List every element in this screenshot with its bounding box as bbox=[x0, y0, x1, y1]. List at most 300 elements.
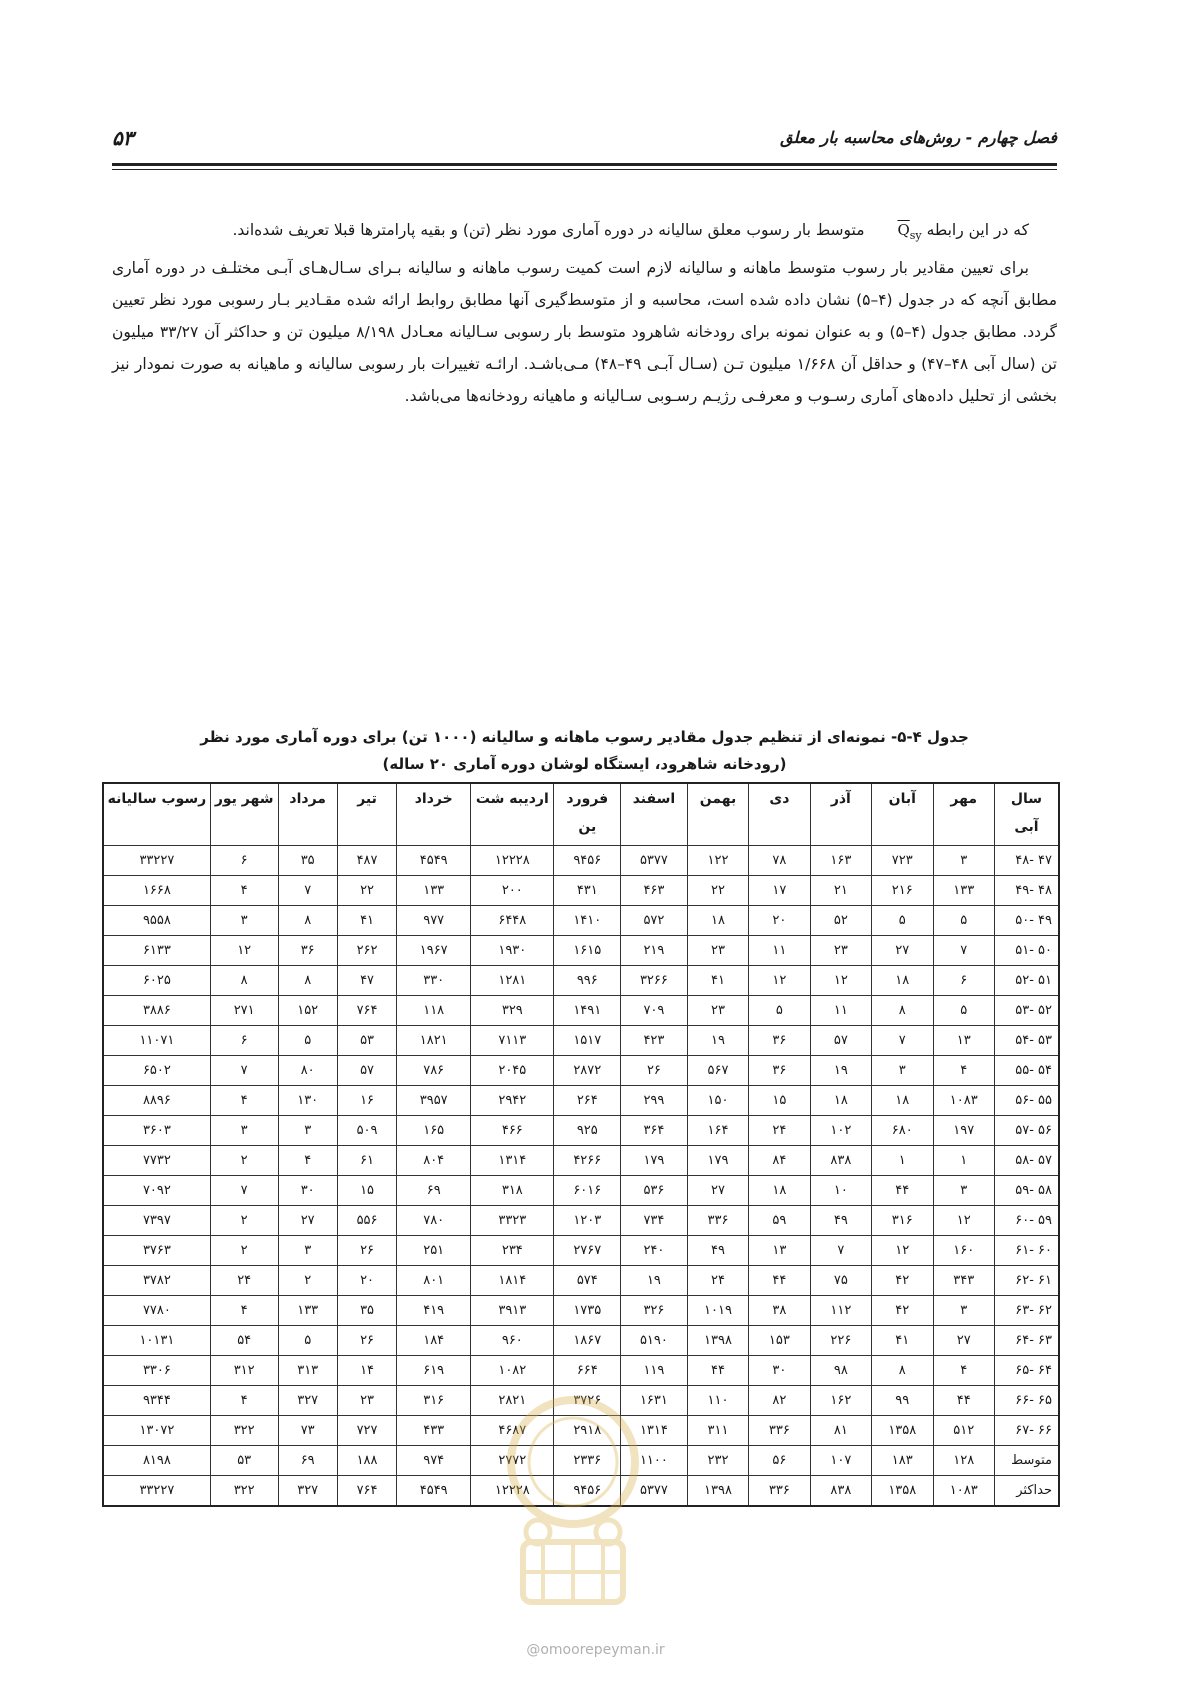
table-cell: ۳۱۱ bbox=[687, 1416, 748, 1446]
table-cell: ۵۹ bbox=[749, 1206, 810, 1236]
caption-line-1: جدول ۴-۵- نمونه‌ای از تنظیم جدول مقادیر رسوب ماهانه و سالیانه (۱۰۰۰ تن) برای دوره آماری مورد نظر bbox=[200, 728, 969, 746]
table-cell: ۲۴۰ bbox=[621, 1236, 688, 1266]
column-header: فرورد ین bbox=[554, 783, 621, 846]
annual-total-cell: ۶۰۲۵ bbox=[103, 966, 210, 996]
table-cell: ۳۳۶ bbox=[749, 1476, 810, 1507]
column-header: آبان bbox=[872, 783, 933, 846]
table-row bbox=[103, 936, 1059, 966]
annual-total-cell: ۳۷۸۲ bbox=[103, 1266, 210, 1296]
annual-total-cell: ۸۱۹۸ bbox=[103, 1446, 210, 1476]
table-cell: ۵۷ bbox=[810, 1026, 871, 1056]
table-cell: ۵۷۲ bbox=[621, 906, 688, 936]
table-header-row bbox=[103, 783, 1059, 846]
table-cell: ۹۶۰ bbox=[471, 1326, 554, 1356]
table-cell: ۹۹۶ bbox=[554, 966, 621, 996]
table-cell: ۳۲۹ bbox=[471, 996, 554, 1026]
table-cell: ۱ bbox=[933, 1146, 994, 1176]
table-cell: ۵ bbox=[749, 996, 810, 1026]
annual-total-cell: ۶۵۰۲ bbox=[103, 1056, 210, 1086]
table-cell: ۱۱۸ bbox=[397, 996, 471, 1026]
table-cell: ۱۶۳۱ bbox=[621, 1386, 688, 1416]
table-cell: ۷ bbox=[210, 1176, 278, 1206]
table-row bbox=[103, 1176, 1059, 1206]
annual-total-cell: ۹۳۴۴ bbox=[103, 1386, 210, 1416]
table-cell: ۳۲۷ bbox=[278, 1476, 337, 1507]
table-cell: ۵۳۶ bbox=[621, 1176, 688, 1206]
table-cell: ۲ bbox=[210, 1206, 278, 1236]
table-cell: ۳۰ bbox=[749, 1356, 810, 1386]
table-cell: ۲ bbox=[210, 1146, 278, 1176]
table-cell: ۴۲ bbox=[872, 1296, 933, 1326]
table-cell: ۶۸۰ bbox=[872, 1116, 933, 1146]
table-cell: ۶۶۴ bbox=[554, 1356, 621, 1386]
table-row bbox=[103, 1296, 1059, 1326]
table-cell: ۲۳ bbox=[337, 1386, 396, 1416]
table-row bbox=[103, 1386, 1059, 1416]
table-cell: ۲۶ bbox=[621, 1056, 688, 1086]
qsy-symbol bbox=[869, 214, 921, 252]
table-cell: ۷۲۷ bbox=[337, 1416, 396, 1446]
table-cell: ۱۶۵ bbox=[397, 1116, 471, 1146]
table-cell: ۱۲۲ bbox=[687, 846, 748, 876]
table-cell: ۲۳۲ bbox=[687, 1446, 748, 1476]
column-header: اسفند bbox=[621, 783, 688, 846]
table-cell: ۵۳۷۷ bbox=[621, 846, 688, 876]
table-cell: ۴۶۳ bbox=[621, 876, 688, 906]
table-cell: ۱۷۳۵ bbox=[554, 1296, 621, 1326]
table-cell: ۳۴۳ bbox=[933, 1266, 994, 1296]
annual-total-cell: ۹۵۵۸ bbox=[103, 906, 210, 936]
table-cell: ۱۸ bbox=[810, 1086, 871, 1116]
table-cell: ۲۰۰ bbox=[471, 876, 554, 906]
table-cell: ۱۸۸ bbox=[337, 1446, 396, 1476]
table-cell: ۹۷۴ bbox=[397, 1446, 471, 1476]
table-cell: ۴۱۹ bbox=[397, 1296, 471, 1326]
annual-total-cell: ۳۷۶۳ bbox=[103, 1236, 210, 1266]
table-cell: ۳۵ bbox=[337, 1296, 396, 1326]
table-cell: ۸ bbox=[210, 966, 278, 996]
table-cell: ۵۱۲ bbox=[933, 1416, 994, 1446]
chapter-title: فصل چهارم - روش‌های محاسبه بار معلق bbox=[780, 128, 1057, 147]
table-cell: ۵۵۶ bbox=[337, 1206, 396, 1236]
table-cell: ۹۲۵ bbox=[554, 1116, 621, 1146]
table-cell: ۲۱۶ bbox=[872, 876, 933, 906]
table-cell: ۵ bbox=[933, 996, 994, 1026]
table-cell: ۱۸ bbox=[872, 1086, 933, 1116]
table-cell: ۱۶۱۵ bbox=[554, 936, 621, 966]
table-cell: ۷۰۹ bbox=[621, 996, 688, 1026]
page-header bbox=[112, 128, 1057, 168]
sediment-table bbox=[102, 782, 1060, 1507]
table-cell: ۲۳۴ bbox=[471, 1236, 554, 1266]
table-cell: ۲۶ bbox=[337, 1236, 396, 1266]
table-cell: ۲۰۴۵ bbox=[471, 1056, 554, 1086]
table-cell: ۴۴ bbox=[749, 1266, 810, 1296]
table-cell: ۴۲ bbox=[872, 1266, 933, 1296]
table-cell: ۱۱۰ bbox=[687, 1386, 748, 1416]
table-cell: ۱۹ bbox=[621, 1266, 688, 1296]
table-cell: ۶ bbox=[210, 846, 278, 876]
table-cell: ۴ bbox=[210, 1086, 278, 1116]
table-cell: ۴۸۷ bbox=[337, 846, 396, 876]
table-cell: ۱۸ bbox=[687, 906, 748, 936]
table-cell: ۲۷۶۷ bbox=[554, 1236, 621, 1266]
table-cell: ۴۲۶۶ bbox=[554, 1146, 621, 1176]
p1-before: که در این رابطه bbox=[926, 221, 1029, 239]
table-cell: ۹۸ bbox=[810, 1356, 871, 1386]
column-header: سال آبی bbox=[994, 783, 1059, 846]
table-cell: ۱۲۰۳ bbox=[554, 1206, 621, 1236]
table-cell: ۳۲۶ bbox=[621, 1296, 688, 1326]
table-cell: ۱۱۹ bbox=[621, 1356, 688, 1386]
column-header: اردیبه شت bbox=[471, 783, 554, 846]
table-cell: ۱۸ bbox=[749, 1176, 810, 1206]
table-cell: ۳۶۴ bbox=[621, 1116, 688, 1146]
table-cell: ۸ bbox=[278, 966, 337, 996]
row-label-cell: متوسط bbox=[994, 1446, 1059, 1476]
table-cell: ۱۵ bbox=[337, 1176, 396, 1206]
row-label-cell: ۶۴ -۶۵ bbox=[994, 1356, 1059, 1386]
table-cell: ۱۴۱۰ bbox=[554, 906, 621, 936]
table-cell: ۱۱۲ bbox=[810, 1296, 871, 1326]
table-cell: ۶ bbox=[210, 1026, 278, 1056]
caption-line-2: (رودخانه شاهرود، ایستگاه لوشان دوره آماری ۲۰ ساله) bbox=[382, 755, 787, 773]
table-cell: ۶۱۹ bbox=[397, 1356, 471, 1386]
table-cell: ۱۰۸۲ bbox=[471, 1356, 554, 1386]
column-header: خرداد bbox=[397, 783, 471, 846]
table-row bbox=[103, 1146, 1059, 1176]
annual-total-cell: ۷۰۹۲ bbox=[103, 1176, 210, 1206]
table-row bbox=[103, 1416, 1059, 1446]
table-cell: ۵۳۷۷ bbox=[621, 1476, 688, 1507]
table-cell: ۴۷ bbox=[337, 966, 396, 996]
annual-total-cell: ۱۰۱۳۱ bbox=[103, 1326, 210, 1356]
table-row bbox=[103, 1266, 1059, 1296]
table-row bbox=[103, 1056, 1059, 1086]
table-cell: ۹۴۵۶ bbox=[554, 846, 621, 876]
table-cell: ۱۶۲ bbox=[810, 1386, 871, 1416]
table-cell: ۸۳۸ bbox=[810, 1476, 871, 1507]
table-cell: ۲ bbox=[278, 1266, 337, 1296]
qsy-letter: $\overline{Q}$ bbox=[897, 221, 910, 239]
table-cell: ۴۴ bbox=[687, 1356, 748, 1386]
table-row bbox=[103, 966, 1059, 996]
table-cell: ۶۹ bbox=[397, 1176, 471, 1206]
table-cell: ۴۳۱ bbox=[554, 876, 621, 906]
table-cell: ۱ bbox=[872, 1146, 933, 1176]
table-cell: ۲۶۴ bbox=[554, 1086, 621, 1116]
table-cell: ۳۱۶ bbox=[872, 1206, 933, 1236]
table-cell: ۱۳۹۸ bbox=[687, 1326, 748, 1356]
table-cell: ۳۲۲ bbox=[210, 1416, 278, 1446]
table-cell: ۵۶ bbox=[749, 1446, 810, 1476]
table-cell: ۱۸۳ bbox=[872, 1446, 933, 1476]
table-cell: ۴۹ bbox=[810, 1206, 871, 1236]
table-cell: ۵۷۴ bbox=[554, 1266, 621, 1296]
table-cell: ۱۳۰ bbox=[278, 1086, 337, 1116]
paragraph-2: برای تعیین مقادیر بار رسوب متوسط ماهانه و سالیانه لازم است کمیت رسوب ماهانه و سالیانه بـرای سـال‌هـای آبـی مختلـف در دوره آماری مطابق آنچه که در جدول (۴–۵) نشان داده شده است، محاسبه و از متوسط‌گیری آنها مطابق روابط ارائه شده مقـادیر بـار رسوبی مورد نظر تعیین گردد. مطابق جدول (۴–۵) و به عنوان نمونه برای رودخانه شاهرود متوسط بار رسوبی سـالیانه معـادل ۸/۱۹۸ میلیون تن و حداکثر آن ۳۳/۲۷ میلیون تن (سال آبی ۴۸–۴۷) و حداقل آن ۱/۶۶۸ میلیون تـن (سـال آبـی ۴۹–۴۸) مـی‌باشـد. ارائـه تغییرات بار رسوبی سالیانه و ماهیانه به صورت نمودار نیز بخشی از تحلیل داده‌های آماری رسـوب و معرفـی رژیـم رسـوبی سـالیانه و ماهیانه رودخانه‌ها می‌باشد. bbox=[112, 259, 1058, 405]
table-cell: ۱۴۹۱ bbox=[554, 996, 621, 1026]
table-cell: ۲۷ bbox=[687, 1176, 748, 1206]
table-cell: ۲۳ bbox=[687, 996, 748, 1026]
table-cell: ۲۹۹ bbox=[621, 1086, 688, 1116]
table-cell: ۱۶۳ bbox=[810, 846, 871, 876]
table-cell: ۶۱ bbox=[337, 1146, 396, 1176]
table-cell: ۱۷۹ bbox=[621, 1146, 688, 1176]
table-cell: ۱۳۹۸ bbox=[687, 1476, 748, 1507]
sediment-table-wrapper bbox=[102, 782, 1060, 1507]
table-cell: ۳۳۶ bbox=[749, 1416, 810, 1446]
table-row bbox=[103, 1446, 1059, 1476]
table-cell: ۵۳ bbox=[210, 1446, 278, 1476]
table-cell: ۱۰۲ bbox=[810, 1116, 871, 1146]
row-label-cell: ۵۷ -۵۸ bbox=[994, 1146, 1059, 1176]
table-cell: ۳۷۲۶ bbox=[554, 1386, 621, 1416]
row-label-cell: ۵۹ -۶۰ bbox=[994, 1206, 1059, 1236]
table-cell: ۷۸۶ bbox=[397, 1056, 471, 1086]
row-label-cell: ۴۸ -۴۹ bbox=[994, 876, 1059, 906]
table-cell: ۶ bbox=[933, 966, 994, 996]
table-row bbox=[103, 1026, 1059, 1056]
row-label-cell: ۶۳ -۶۴ bbox=[994, 1326, 1059, 1356]
row-label-cell: ۵۴ -۵۵ bbox=[994, 1056, 1059, 1086]
table-cell: ۲۱۹ bbox=[621, 936, 688, 966]
table-cell: ۴۹ bbox=[687, 1236, 748, 1266]
annual-total-cell: ۱۶۶۸ bbox=[103, 876, 210, 906]
table-cell: ۳ bbox=[933, 1296, 994, 1326]
table-cell: ۴ bbox=[278, 1146, 337, 1176]
annual-total-cell: ۷۳۹۷ bbox=[103, 1206, 210, 1236]
row-label-cell: ۵۶ -۵۷ bbox=[994, 1116, 1059, 1146]
table-cell: ۱۰۱۹ bbox=[687, 1296, 748, 1326]
table-cell: ۱۹ bbox=[810, 1056, 871, 1086]
table-row bbox=[103, 996, 1059, 1026]
table-cell: ۳ bbox=[933, 846, 994, 876]
table-cell: ۲۲ bbox=[337, 876, 396, 906]
table-cell: ۳ bbox=[933, 1176, 994, 1206]
table-cell: ۸۰۱ bbox=[397, 1266, 471, 1296]
table-cell: ۳۱۳ bbox=[278, 1356, 337, 1386]
footer-site-url: @omoorepeyman.ir bbox=[526, 1642, 665, 1658]
table-cell: ۳۸ bbox=[749, 1296, 810, 1326]
table-cell: ۷ bbox=[933, 936, 994, 966]
table-cell: ۲۷ bbox=[872, 936, 933, 966]
table-cell: ۳ bbox=[872, 1056, 933, 1086]
table-cell: ۳۹۱۳ bbox=[471, 1296, 554, 1326]
table-cell: ۱۲ bbox=[810, 966, 871, 996]
table-cell: ۲۱ bbox=[810, 876, 871, 906]
annual-total-cell: ۳۸۸۶ bbox=[103, 996, 210, 1026]
table-cell: ۲۸۷۲ bbox=[554, 1056, 621, 1086]
table-cell: ۱۹۷ bbox=[933, 1116, 994, 1146]
table-cell: ۳۶ bbox=[278, 936, 337, 966]
table-cell: ۶۹ bbox=[278, 1446, 337, 1476]
table-cell: ۲۸۲۱ bbox=[471, 1386, 554, 1416]
table-cell: ۷۳۴ bbox=[621, 1206, 688, 1236]
table-cell: ۳ bbox=[278, 1236, 337, 1266]
row-label-cell: ۵۸ -۵۹ bbox=[994, 1176, 1059, 1206]
row-label-cell: ۶۰ -۶۱ bbox=[994, 1236, 1059, 1266]
table-cell: ۱۷ bbox=[749, 876, 810, 906]
table-cell: ۳ bbox=[210, 906, 278, 936]
table-cell: ۱۸ bbox=[872, 966, 933, 996]
page-number: ۵۳ bbox=[112, 126, 134, 150]
table-cell: ۳۶ bbox=[749, 1056, 810, 1086]
table-cell: ۱۵ bbox=[749, 1086, 810, 1116]
table-cell: ۲ bbox=[210, 1236, 278, 1266]
row-label-cell: ۶۲ -۶۳ bbox=[994, 1296, 1059, 1326]
table-cell: ۴۳۳ bbox=[397, 1416, 471, 1446]
table-cell: ۳۱۶ bbox=[397, 1386, 471, 1416]
annual-total-cell: ۳۳۲۲۷ bbox=[103, 1476, 210, 1507]
column-header: بهمن bbox=[687, 783, 748, 846]
table-cell: ۱۲ bbox=[210, 936, 278, 966]
row-label-cell: ۶۱ -۶۲ bbox=[994, 1266, 1059, 1296]
table-cell: ۴ bbox=[933, 1356, 994, 1386]
table-cell: ۸۲ bbox=[749, 1386, 810, 1416]
table-cell: ۷۶۴ bbox=[337, 1476, 396, 1507]
annual-total-cell: ۷۷۳۲ bbox=[103, 1146, 210, 1176]
row-label-cell: ۵۱ -۵۲ bbox=[994, 966, 1059, 996]
table-cell: ۱۰۸۳ bbox=[933, 1476, 994, 1507]
table-cell: ۳۶ bbox=[749, 1026, 810, 1056]
table-cell: ۱۵۰ bbox=[687, 1086, 748, 1116]
table-cell: ۲۷۷۲ bbox=[471, 1446, 554, 1476]
table-row bbox=[103, 1086, 1059, 1116]
table-cell: ۷ bbox=[210, 1056, 278, 1086]
table-cell: ۸۱ bbox=[810, 1416, 871, 1446]
table-cell: ۷ bbox=[872, 1026, 933, 1056]
qsy-subscript: sy bbox=[909, 229, 922, 242]
table-cell: ۵۲ bbox=[810, 906, 871, 936]
table-cell: ۴۶۸۷ bbox=[471, 1416, 554, 1446]
row-label-cell: ۶۵ -۶۶ bbox=[994, 1386, 1059, 1416]
table-cell: ۱۹ bbox=[687, 1026, 748, 1056]
table-cell: ۲۴ bbox=[687, 1266, 748, 1296]
table-cell: ۱۳۳ bbox=[397, 876, 471, 906]
table-cell: ۱۵۳ bbox=[749, 1326, 810, 1356]
table-cell: ۲۷ bbox=[933, 1326, 994, 1356]
table-cell: ۷۸۰ bbox=[397, 1206, 471, 1236]
table-cell: ۲۶ bbox=[337, 1326, 396, 1356]
annual-total-cell: ۳۳۲۲۷ bbox=[103, 846, 210, 876]
table-body bbox=[103, 846, 1059, 1507]
table-cell: ۳۳۶ bbox=[687, 1206, 748, 1236]
annual-total-cell: ۱۱۰۷۱ bbox=[103, 1026, 210, 1056]
table-cell: ۳۱۸ bbox=[471, 1176, 554, 1206]
table-cell: ۱۲۸ bbox=[933, 1446, 994, 1476]
table-cell: ۸۰۴ bbox=[397, 1146, 471, 1176]
table-cell: ۶۰۱۶ bbox=[554, 1176, 621, 1206]
table-row bbox=[103, 1476, 1059, 1507]
table-cell: ۳۲۶۶ bbox=[621, 966, 688, 996]
p1-after: متوسط بار رسوب معلق سالیانه در دوره آماری مورد نظر (تن) و بقیه پارامترها قبلا تعریف شده‌اند. bbox=[232, 221, 865, 239]
table-cell: ۸ bbox=[872, 996, 933, 1026]
table-cell: ۲۳ bbox=[687, 936, 748, 966]
table-cell: ۱۲۲۲۸ bbox=[471, 1476, 554, 1507]
table-cell: ۲۹۴۲ bbox=[471, 1086, 554, 1116]
annual-total-cell: ۷۷۸۰ bbox=[103, 1296, 210, 1326]
table-cell: ۱۰۸۳ bbox=[933, 1086, 994, 1116]
paragraph-1 bbox=[112, 214, 1057, 252]
table-cell: ۸۴ bbox=[749, 1146, 810, 1176]
column-header: آذر bbox=[810, 783, 871, 846]
table-cell: ۴۲۳ bbox=[621, 1026, 688, 1056]
table-cell: ۶۴۴۸ bbox=[471, 906, 554, 936]
table-cell: ۷۸ bbox=[749, 846, 810, 876]
annual-total-cell: ۱۳۰۷۲ bbox=[103, 1416, 210, 1446]
table-cell: ۷۱۱۳ bbox=[471, 1026, 554, 1056]
table-cell: ۲۴ bbox=[749, 1116, 810, 1146]
table-cell: ۷ bbox=[278, 876, 337, 906]
table-cell: ۳۲۷ bbox=[278, 1386, 337, 1416]
table-cell: ۱۷۹ bbox=[687, 1146, 748, 1176]
table-cell: ۴ bbox=[210, 1386, 278, 1416]
table-row bbox=[103, 1236, 1059, 1266]
table-row bbox=[103, 1326, 1059, 1356]
table-cell: ۴ bbox=[210, 876, 278, 906]
table-row bbox=[103, 1206, 1059, 1236]
table-cell: ۵۶۷ bbox=[687, 1056, 748, 1086]
table-cell: ۵۰۹ bbox=[337, 1116, 396, 1146]
table-cell: ۲۹۱۸ bbox=[554, 1416, 621, 1446]
table-cell: ۱۵۱۷ bbox=[554, 1026, 621, 1056]
table-cell: ۳۰ bbox=[278, 1176, 337, 1206]
table-cell: ۸ bbox=[278, 906, 337, 936]
table-cell: ۵۳ bbox=[337, 1026, 396, 1056]
table-cell: ۳۱۲ bbox=[210, 1356, 278, 1386]
table-cell: ۲۰ bbox=[337, 1266, 396, 1296]
table-cell: ۷ bbox=[810, 1236, 871, 1266]
table-caption bbox=[112, 724, 1057, 778]
table-cell: ۳۳۰ bbox=[397, 966, 471, 996]
table-cell: ۱۳۳ bbox=[933, 876, 994, 906]
row-label-cell: حداکثر bbox=[994, 1476, 1059, 1507]
table-cell: ۳۲۲ bbox=[210, 1476, 278, 1507]
table-cell: ۱۰ bbox=[810, 1176, 871, 1206]
table-cell: ۸ bbox=[872, 1356, 933, 1386]
table-cell: ۱۳ bbox=[749, 1236, 810, 1266]
table-cell: ۴ bbox=[210, 1296, 278, 1326]
table-cell: ۱۱۰۰ bbox=[621, 1446, 688, 1476]
table-cell: ۵ bbox=[933, 906, 994, 936]
body-text bbox=[112, 214, 1057, 412]
table-cell: ۱۲ bbox=[933, 1206, 994, 1236]
table-row bbox=[103, 1356, 1059, 1386]
table-cell: ۲۷ bbox=[278, 1206, 337, 1236]
table-cell: ۱۳۵۸ bbox=[872, 1476, 933, 1507]
table-row bbox=[103, 846, 1059, 876]
column-header: مهر bbox=[933, 783, 994, 846]
row-label-cell: ۶۶ -۶۷ bbox=[994, 1416, 1059, 1446]
table-cell: ۱۸۲۱ bbox=[397, 1026, 471, 1056]
table-cell: ۴۶۶ bbox=[471, 1116, 554, 1146]
table-cell: ۵ bbox=[278, 1026, 337, 1056]
table-cell: ۱۳۳ bbox=[278, 1296, 337, 1326]
table-cell: ۱۸۶۷ bbox=[554, 1326, 621, 1356]
column-header: مرداد bbox=[278, 783, 337, 846]
column-header: رسوب سالیانه bbox=[103, 783, 210, 846]
table-cell: ۲۴ bbox=[210, 1266, 278, 1296]
table-cell: ۴۱ bbox=[872, 1326, 933, 1356]
table-row bbox=[103, 876, 1059, 906]
annual-total-cell: ۳۳۰۶ bbox=[103, 1356, 210, 1386]
table-cell: ۷۲۳ bbox=[872, 846, 933, 876]
table-cell: ۲۲ bbox=[687, 876, 748, 906]
table-cell: ۳ bbox=[210, 1116, 278, 1146]
table-cell: ۵۴ bbox=[210, 1326, 278, 1356]
table-cell: ۱۸۴ bbox=[397, 1326, 471, 1356]
